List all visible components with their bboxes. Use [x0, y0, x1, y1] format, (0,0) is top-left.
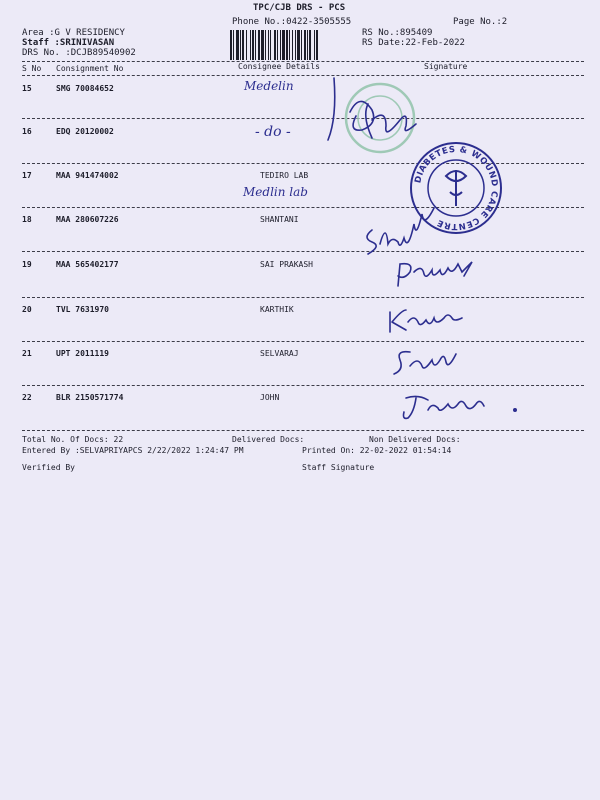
handwritten-note: Medlin lab	[243, 185, 308, 199]
row-sno: 17	[22, 171, 32, 180]
row-consignee: JOHN	[260, 393, 280, 402]
handwritten-note: Medelin	[244, 79, 294, 93]
row-consignment: MAA 280607226	[56, 215, 119, 224]
phone-number: Phone No.:0422-3505555	[232, 17, 352, 27]
col-sno: S No	[22, 64, 42, 73]
row-consignee: SELVARAJ	[260, 349, 299, 358]
row-sno: 21	[22, 349, 32, 358]
printed-on: Printed On: 22-02-2022 01:54:14	[302, 446, 452, 455]
drs-number: DRS No. :DCJB89540902	[22, 48, 136, 58]
col-consignment: Consignment No	[56, 64, 124, 73]
row-consignee: SAI PRAKASH	[260, 260, 313, 269]
staff-signature-label: Staff Signature	[302, 463, 375, 472]
row-consignee: TEDIRO LAB	[260, 171, 309, 180]
row-consignment: UPT 2011119	[56, 349, 109, 358]
staff-label: Staff :SRINIVASAN	[22, 38, 115, 48]
row-consignee: SHANTANI	[260, 215, 299, 224]
page-number: Page No.:2	[453, 17, 508, 27]
entered-by: Entered By :SELVAPRIYAPCS 2/22/2022 1:24:47 PM	[22, 446, 244, 455]
row-consignee: KARTHIK	[260, 305, 294, 314]
stamp-ring-text: DIABETES & WOUND CARE CENTRE	[413, 144, 500, 232]
row-sno: 16	[22, 127, 32, 136]
rs-number: RS No.:895409	[362, 28, 433, 38]
area-label: Area :G V RESIDENCY	[22, 28, 125, 38]
row-consignment: SMG 70084652	[56, 84, 114, 93]
total-docs: Total No. Of Docs: 22	[22, 435, 124, 444]
row-consignment: MAA 941474002	[56, 171, 119, 180]
row-sno: 20	[22, 305, 32, 314]
delivered-docs: Delivered Docs:	[232, 435, 305, 444]
row-sno: 22	[22, 393, 32, 402]
row-sno: 18	[22, 215, 32, 224]
document-title: TPC/CJB DRS - PCS	[253, 3, 346, 13]
verified-by: Verified By	[22, 463, 75, 472]
row-consignment: EDQ 20120002	[56, 127, 114, 136]
row-sno: 19	[22, 260, 32, 269]
rs-date: RS Date:22-Feb-2022	[362, 38, 465, 48]
row-sno: 15	[22, 84, 32, 93]
row-consignment: BLR 2150571774	[56, 393, 124, 402]
col-signature: Signature	[424, 62, 468, 71]
handwritten-note: - do -	[255, 124, 291, 140]
row-consignment: MAA 565402177	[56, 260, 119, 269]
col-consignee: Consignee Details	[238, 62, 320, 71]
row-consignment: TVL 7631970	[56, 305, 109, 314]
non-delivered-docs: Non Delivered Docs:	[369, 435, 461, 444]
